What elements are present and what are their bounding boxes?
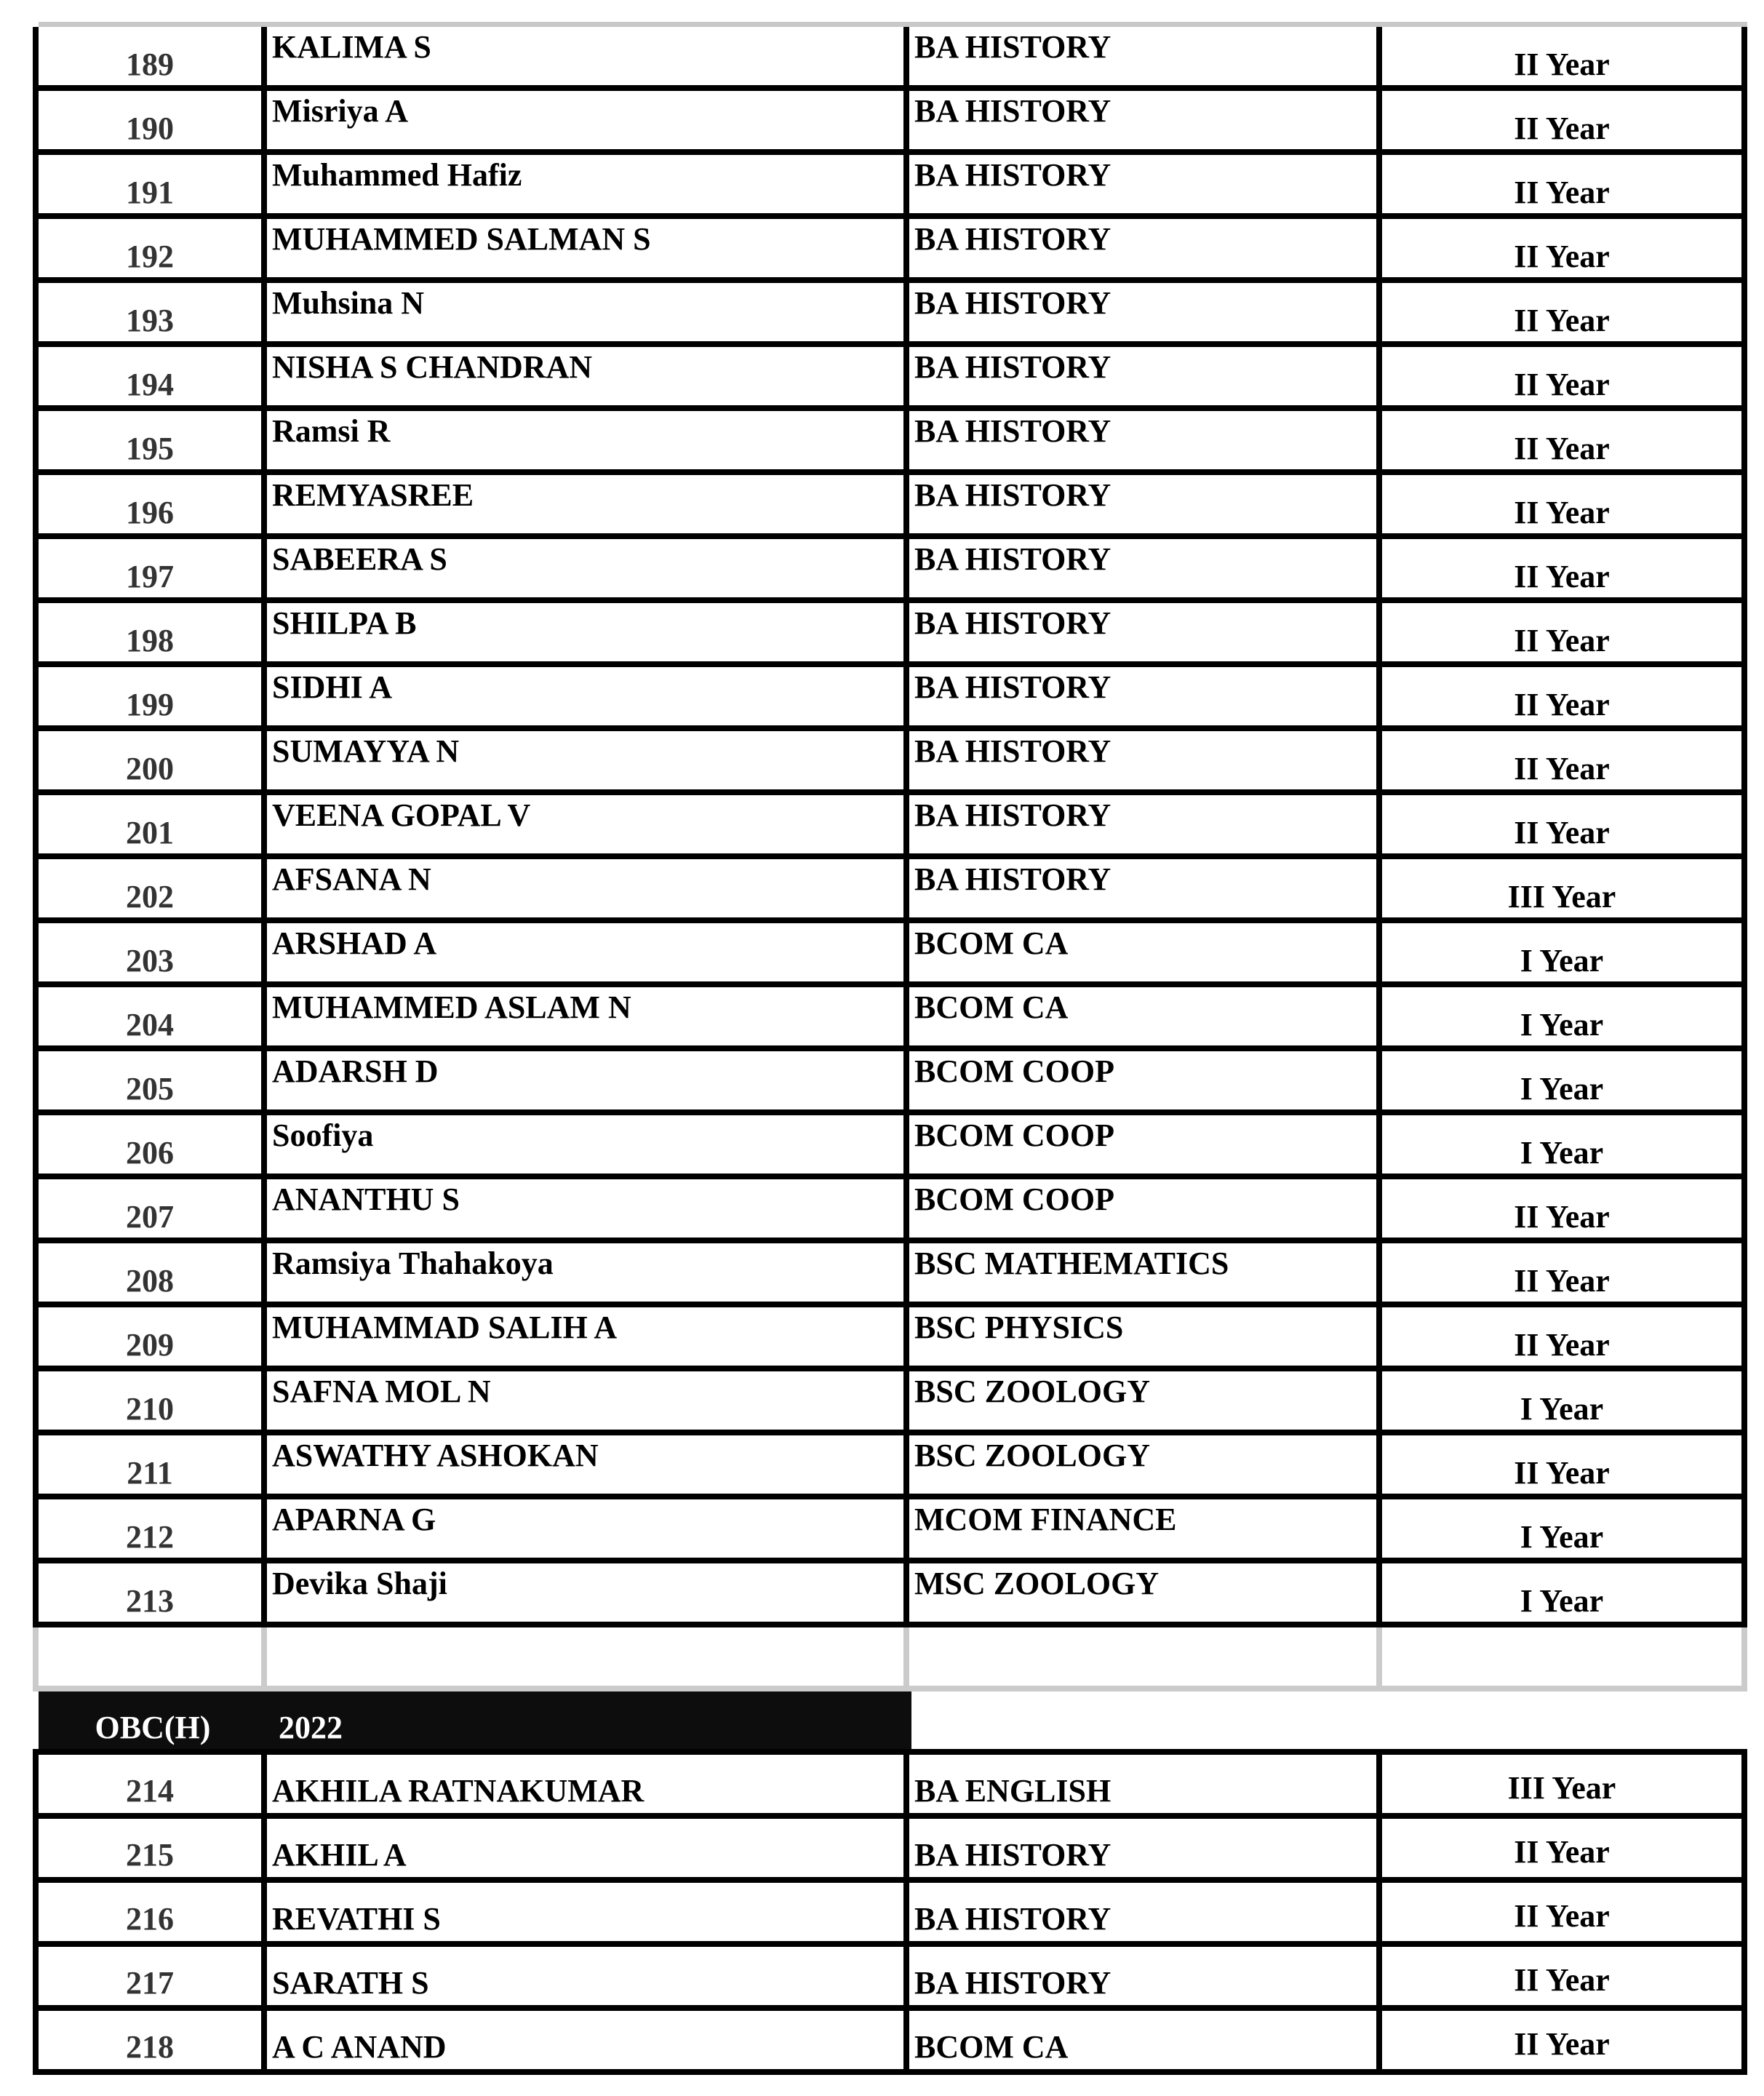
serial-number-cell: 194 <box>39 347 267 405</box>
student-name-cell: SIDHI A <box>267 667 909 725</box>
year-cell: II Year <box>1514 559 1610 594</box>
table-row <box>39 603 1741 667</box>
table-row <box>39 1755 1741 1819</box>
table-row <box>39 1051 1741 1115</box>
student-name-cell: KALIMA S <box>267 27 909 85</box>
serial-number-cell: 198 <box>39 603 267 661</box>
table-row <box>39 1499 1741 1563</box>
empty-row <box>39 1627 1741 1686</box>
year-cell: II Year <box>1514 367 1610 402</box>
student-name-cell: REVATHI S <box>267 1883 909 1941</box>
course-cell: BA HISTORY <box>909 603 1382 661</box>
table-row <box>39 475 1741 539</box>
serial-number-cell: 192 <box>39 219 267 277</box>
empty-cell <box>1382 1627 1741 1686</box>
table-row <box>39 923 1741 987</box>
year-cell: II Year <box>1514 1898 1610 1934</box>
serial-number-cell: 210 <box>39 1371 267 1430</box>
year-cell: I Year <box>1520 1583 1604 1619</box>
table-row <box>39 155 1741 219</box>
serial-number-cell: 212 <box>39 1499 267 1558</box>
year-cell: I Year <box>1520 1135 1604 1171</box>
serial-number-cell: 206 <box>39 1115 267 1173</box>
student-name-cell: Misriya A <box>267 91 909 149</box>
serial-number-cell: 197 <box>39 539 267 597</box>
serial-number-cell: 207 <box>39 1179 267 1238</box>
course-cell: BSC ZOOLOGY <box>909 1435 1382 1494</box>
student-name-cell: ARSHAD A <box>267 923 909 981</box>
year-cell: II Year <box>1514 1834 1610 1870</box>
serial-number-cell: 216 <box>39 1883 267 1941</box>
serial-number-cell: 205 <box>39 1051 267 1109</box>
table-row <box>39 347 1741 411</box>
student-name-cell: Devika Shaji <box>267 1563 909 1622</box>
table-row <box>39 859 1741 923</box>
year-cell: II Year <box>1514 47 1610 82</box>
year-cell: II Year <box>1514 239 1610 274</box>
year-cell: II Year <box>1514 1962 1610 1998</box>
table-row <box>39 987 1741 1051</box>
table-row <box>39 667 1741 731</box>
serial-number-cell: 193 <box>39 283 267 341</box>
student-table <box>33 27 1747 1627</box>
student-name-cell: ASWATHY ASHOKAN <box>267 1435 909 1494</box>
student-name-cell: AKHIL A <box>267 1819 909 1877</box>
serial-number-cell: 195 <box>39 411 267 469</box>
table-row <box>39 1115 1741 1179</box>
student-name-cell: MUHAMMED SALMAN S <box>267 219 909 277</box>
student-name-cell: MUHAMMED ASLAM N <box>267 987 909 1045</box>
year-cell: II Year <box>1514 495 1610 530</box>
student-list-sheet <box>33 22 1747 2075</box>
table-row <box>39 1243 1741 1307</box>
student-name-cell: APARNA G <box>267 1499 909 1558</box>
section-header <box>33 1691 1747 1749</box>
table-row <box>39 1819 1741 1883</box>
serial-number-cell: 200 <box>39 731 267 789</box>
serial-number-cell: 202 <box>39 859 267 917</box>
table-row <box>39 1563 1741 1627</box>
table-row <box>39 1307 1741 1371</box>
serial-number-cell: 201 <box>39 795 267 853</box>
course-cell: BA HISTORY <box>909 91 1382 149</box>
year-cell: II Year <box>1514 751 1610 786</box>
serial-number-cell: 209 <box>39 1307 267 1366</box>
course-cell: BA HISTORY <box>909 283 1382 341</box>
table-row <box>39 539 1741 603</box>
year-cell: II Year <box>1514 2026 1610 2062</box>
student-name-cell: Ramsiya Thahakoya <box>267 1243 909 1302</box>
year-cell: II Year <box>1514 175 1610 210</box>
course-cell: BCOM COOP <box>909 1115 1382 1173</box>
top-divider <box>39 22 1747 27</box>
course-cell: BCOM CA <box>909 987 1382 1045</box>
student-name-cell: Soofiya <box>267 1115 909 1173</box>
student-name-cell: REMYASREE <box>267 475 909 533</box>
student-name-cell: Muhammed Hafiz <box>267 155 909 213</box>
table-row <box>39 283 1741 347</box>
serial-number-cell: 190 <box>39 91 267 149</box>
serial-number-cell: 214 <box>39 1755 267 1813</box>
serial-number-cell: 217 <box>39 1947 267 2005</box>
table-row <box>39 731 1741 795</box>
course-cell: BCOM COOP <box>909 1051 1382 1109</box>
course-cell: BA HISTORY <box>909 1883 1382 1941</box>
year-cell: I Year <box>1520 1391 1604 1427</box>
table-row <box>39 1179 1741 1243</box>
student-name-cell: ADARSH D <box>267 1051 909 1109</box>
empty-cell <box>909 1627 1382 1686</box>
serial-number-cell: 199 <box>39 667 267 725</box>
course-cell: MSC ZOOLOGY <box>909 1563 1382 1622</box>
serial-number-cell: 203 <box>39 923 267 981</box>
section-header-bar <box>39 1691 911 1749</box>
empty-cell <box>267 1627 909 1686</box>
empty-cell <box>39 1627 267 1686</box>
year-cell: I Year <box>1520 1071 1604 1107</box>
student-name-cell: SUMAYYA N <box>267 731 909 789</box>
empty-row-block <box>33 1627 1747 1691</box>
year-cell: III Year <box>1507 1770 1616 1806</box>
student-name-cell: SAFNA MOL N <box>267 1371 909 1430</box>
table-row <box>39 1947 1741 2011</box>
year-cell: II Year <box>1514 1455 1610 1491</box>
year-cell: II Year <box>1514 815 1610 850</box>
course-cell: BA ENGLISH <box>909 1755 1382 1813</box>
course-cell: BCOM COOP <box>909 1179 1382 1238</box>
year-cell: II Year <box>1514 303 1610 338</box>
year-cell: II Year <box>1514 111 1610 146</box>
course-cell: BA HISTORY <box>909 411 1382 469</box>
student-name-cell: Muhsina N <box>267 283 909 341</box>
serial-number-cell: 213 <box>39 1563 267 1622</box>
student-name-cell: SABEERA S <box>267 539 909 597</box>
student-name-cell: MUHAMMAD SALIH A <box>267 1307 909 1366</box>
serial-number-cell: 196 <box>39 475 267 533</box>
student-name-cell: SARATH S <box>267 1947 909 2005</box>
year-cell: II Year <box>1514 431 1610 466</box>
student-name-cell: VEENA GOPAL V <box>267 795 909 853</box>
obc-student-table <box>33 1749 1747 2075</box>
course-cell: BA HISTORY <box>909 475 1382 533</box>
table-row <box>39 1435 1741 1499</box>
table-row <box>39 2011 1741 2075</box>
course-cell: BA HISTORY <box>909 731 1382 789</box>
table-row <box>39 795 1741 859</box>
table-row <box>39 411 1741 475</box>
course-cell: BA HISTORY <box>909 155 1382 213</box>
table-row <box>39 91 1741 155</box>
student-name-cell: AKHILA RATNAKUMAR <box>267 1755 909 1813</box>
table-row <box>39 219 1741 283</box>
student-name-cell: A C ANAND <box>267 2011 909 2069</box>
year-cell: I Year <box>1520 1519 1604 1555</box>
course-cell: BA HISTORY <box>909 219 1382 277</box>
section-year-label: 2022 <box>279 1710 343 1745</box>
year-cell: II Year <box>1514 623 1610 658</box>
course-cell: BSC PHYSICS <box>909 1307 1382 1366</box>
year-cell: III Year <box>1507 879 1616 914</box>
serial-number-cell: 218 <box>39 2011 267 2069</box>
course-cell: BA HISTORY <box>909 347 1382 405</box>
year-cell: I Year <box>1520 943 1604 979</box>
course-cell: BSC MATHEMATICS <box>909 1243 1382 1302</box>
course-cell: BCOM CA <box>909 923 1382 981</box>
student-name-cell: SHILPA B <box>267 603 909 661</box>
serial-number-cell: 208 <box>39 1243 267 1302</box>
year-cell: I Year <box>1520 1007 1604 1043</box>
table-row <box>39 1371 1741 1435</box>
serial-number-cell: 191 <box>39 155 267 213</box>
student-name-cell: ANANTHU S <box>267 1179 909 1238</box>
course-cell: BA HISTORY <box>909 667 1382 725</box>
section-category-label: OBC(H) <box>95 1710 211 1745</box>
student-name-cell: Ramsi R <box>267 411 909 469</box>
year-cell: II Year <box>1514 687 1610 722</box>
year-cell: II Year <box>1514 1199 1610 1235</box>
student-name-cell: AFSANA N <box>267 859 909 917</box>
student-name-cell: NISHA S CHANDRAN <box>267 347 909 405</box>
course-cell: BSC ZOOLOGY <box>909 1371 1382 1430</box>
course-cell: BA HISTORY <box>909 795 1382 853</box>
serial-number-cell: 215 <box>39 1819 267 1877</box>
year-cell: II Year <box>1514 1327 1610 1363</box>
table-row <box>39 27 1741 91</box>
serial-number-cell: 189 <box>39 27 267 85</box>
course-cell: BA HISTORY <box>909 859 1382 917</box>
year-cell: II Year <box>1514 1263 1610 1299</box>
serial-number-cell: 211 <box>39 1435 267 1494</box>
course-cell: BA HISTORY <box>909 539 1382 597</box>
course-cell: BCOM CA <box>909 2011 1382 2069</box>
serial-number-cell: 204 <box>39 987 267 1045</box>
course-cell: BA HISTORY <box>909 1819 1382 1877</box>
course-cell: MCOM FINANCE <box>909 1499 1382 1558</box>
course-cell: BA HISTORY <box>909 1947 1382 2005</box>
table-row <box>39 1883 1741 1947</box>
course-cell: BA HISTORY <box>909 27 1382 85</box>
